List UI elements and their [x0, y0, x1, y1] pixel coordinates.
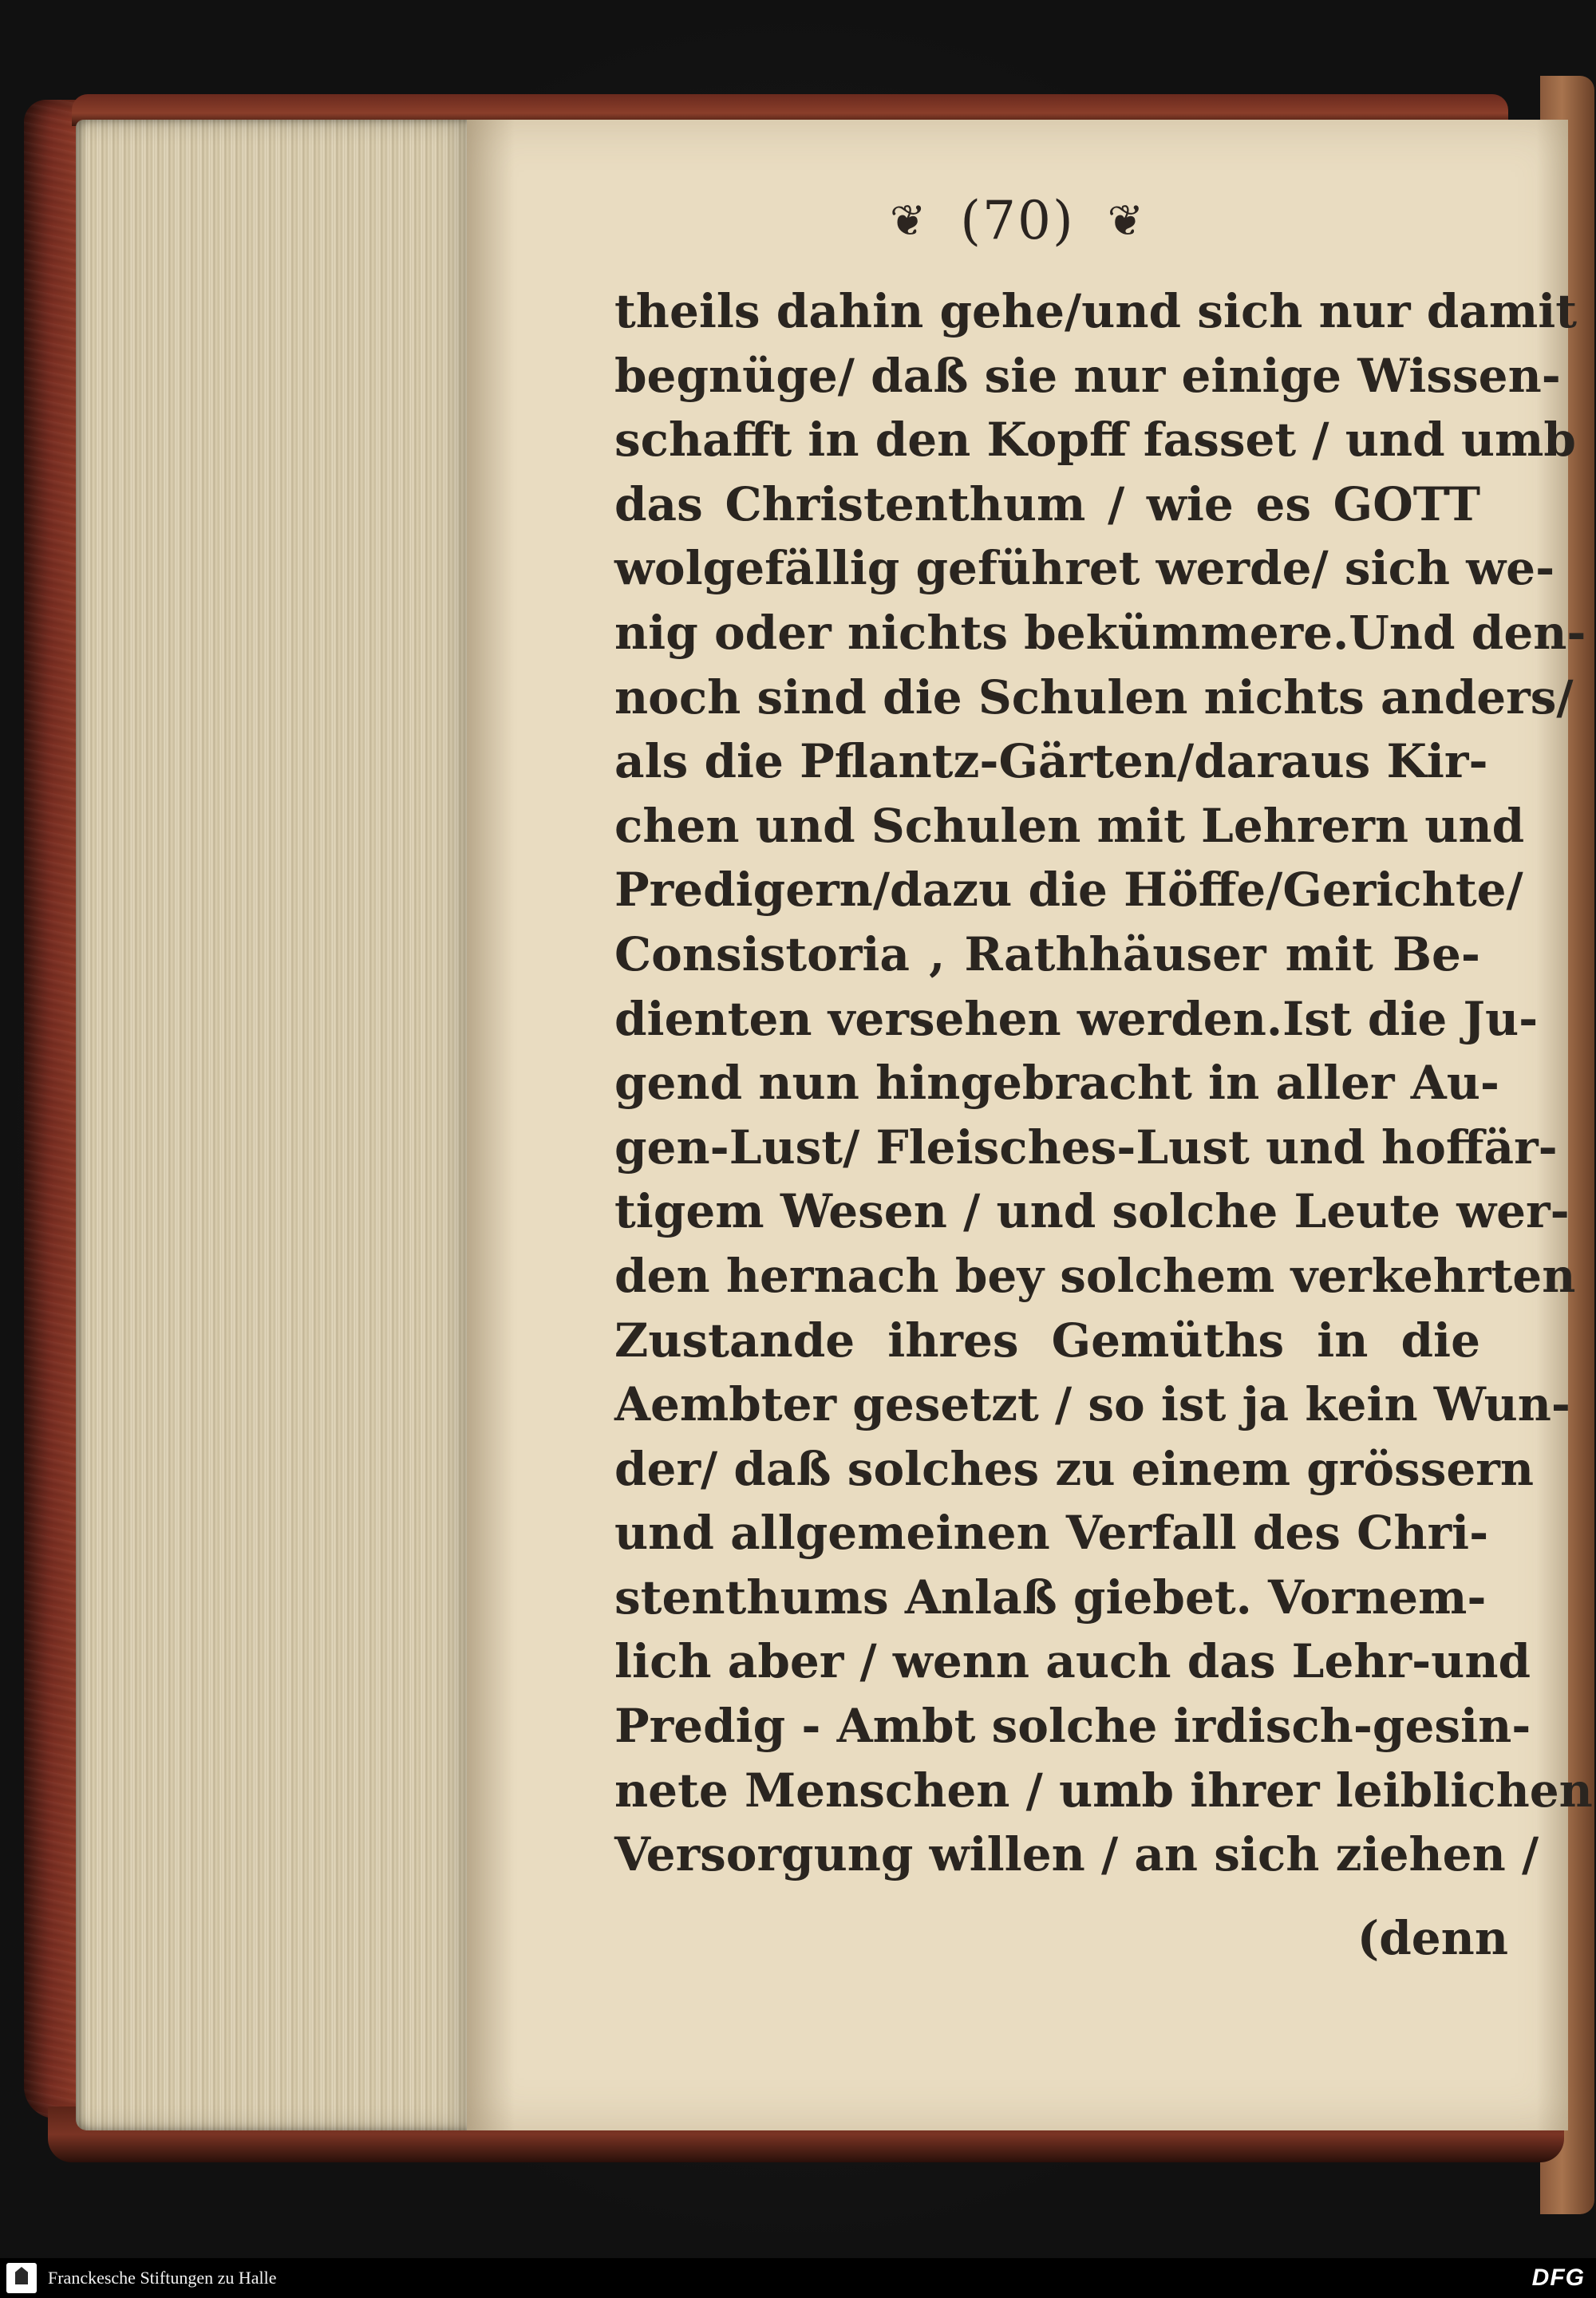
text-line: theils dahin gehe/und sich nur damit: [614, 284, 1578, 338]
footer-bar: [0, 2258, 1596, 2298]
ornament-left-icon: ❦: [890, 195, 928, 246]
text-line: chen und Schulen mit Lehrern und: [614, 798, 1525, 853]
dfg-logo: DFG: [1531, 2264, 1585, 2291]
text-line: der/ daß solches zu einem grössern: [614, 1441, 1534, 1496]
text-line: gend nun hingebracht in aller Au-: [614, 1056, 1499, 1111]
page-body-text: [614, 279, 1593, 1887]
catchword: (denn: [1357, 1911, 1508, 1965]
text-line: als die Pflantz-Gärten/daraus Kir-: [614, 734, 1488, 789]
text-line: und allgemeinen Verfall des Chri-: [614, 1506, 1489, 1561]
text-line: stenthums Anlaß giebet. Vornem-: [614, 1570, 1487, 1625]
text-line: den hernach bey solchem verkehrten: [614, 1248, 1576, 1303]
text-line: das Christenthum / wie es GOTT: [614, 476, 1480, 531]
text-line: nig oder nichts bekümmere.Und den-: [614, 605, 1586, 660]
text-line: Versorgung willen / an sich ziehen /: [614, 1827, 1539, 1882]
page-number: (70): [960, 189, 1075, 251]
text-line: begnüge/ daß sie nur einige Wissen-: [614, 348, 1561, 403]
text-line: Predigern/dazu die Höffe/Gerichte/: [614, 863, 1523, 918]
ornament-right-icon: ❦: [1107, 195, 1145, 246]
text-line: gen-Lust/ Fleisches-Lust und hoffär-: [614, 1119, 1558, 1175]
text-line: dienten versehen werden.Ist die Ju-: [614, 991, 1539, 1046]
text-line: Predig - Ambt solche irdisch-gesin-: [614, 1699, 1531, 1754]
text-line: Zustande ihres Gemüths in die: [614, 1313, 1480, 1368]
text-line: lich aber / wenn auch das Lehr-und: [614, 1634, 1531, 1689]
text-line: schafft in den Kopff fasset / und umb: [614, 413, 1576, 468]
text-line: wolgefällig geführet werde/ sich we-: [614, 541, 1555, 596]
text-line: Consistoria , Rathhäuser mit Be-: [614, 926, 1480, 981]
text-line: nete Menschen / umb ihrer leiblichen: [614, 1763, 1593, 1818]
institution-name: Franckesche Stiftungen zu Halle: [48, 2268, 277, 2288]
page-edges: [76, 120, 479, 2130]
book-page: [467, 120, 1593, 2130]
text-line: tigem Wesen / und solche Leute wer-: [614, 1184, 1570, 1239]
text-line: Aembter gesetzt / so ist ja kein Wun-: [614, 1377, 1571, 1432]
page-header: [467, 185, 1568, 251]
text-line: noch sind die Schulen nichts anders/: [614, 669, 1574, 725]
institution-logo-icon: [6, 2263, 37, 2293]
